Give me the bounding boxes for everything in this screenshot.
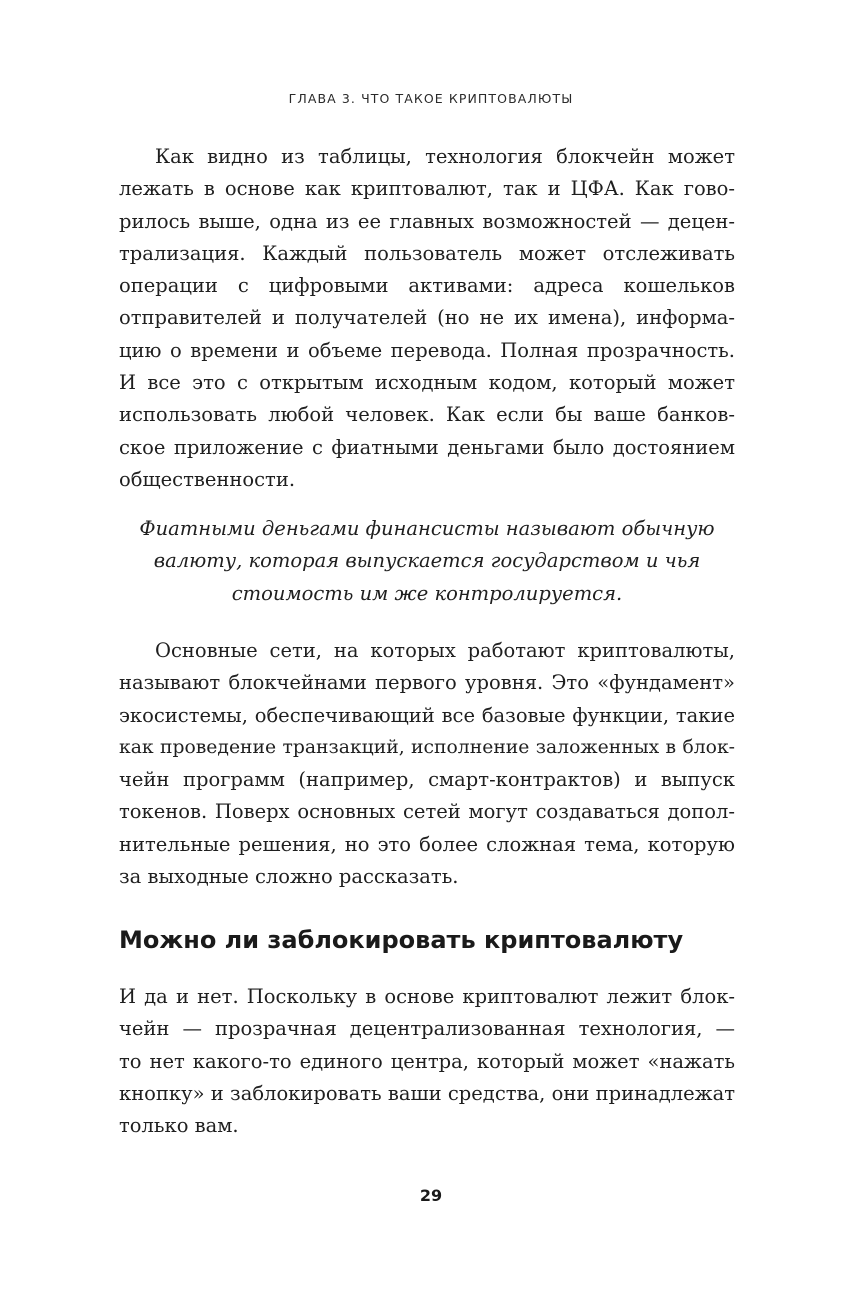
- paragraph-2: [119, 635, 735, 893]
- paragraph-line: Основные сети, на которых работают криптовалюты,: [155, 639, 735, 662]
- paragraph-line: токенов. Поверх основных сетей могут создаваться допол-: [119, 800, 735, 824]
- paragraph-line: отправителей и получателей (но не их имена), информа-: [119, 306, 735, 330]
- paragraph-line: за выходные сложно рассказать.: [119, 865, 459, 889]
- paragraph-line: кнопку» и заблокировать ваши средства, они принадлежат: [119, 1081, 735, 1105]
- paragraph-line: трализация. Каждый пользователь может отслеживать: [119, 241, 735, 265]
- paragraph-line: общественности.: [119, 467, 296, 491]
- page-number: 29: [419, 1186, 443, 1205]
- paragraph-line: экосистемы, обеспечивающий все базовые функции, такие: [119, 703, 735, 727]
- paragraph-line: Как видно из таблицы, технология блокчейн может: [155, 145, 735, 168]
- callout-line: валюту, которая выпускается государством и чья: [153, 549, 701, 573]
- paragraph-line: называют блокчейнами первого уровня. Это «фундамент»: [119, 671, 735, 695]
- callout-line: стоимость им же контролируется.: [231, 581, 623, 605]
- callout-line: Фиатными деньгами финансисты называют обычную: [139, 517, 715, 540]
- paragraph-line: лежать в основе как криптовалют, так и ЦФА. Как гово-: [119, 177, 735, 201]
- paragraph-3: [119, 981, 735, 1142]
- definition-callout: [119, 513, 735, 610]
- paragraph-line: И да и нет. Поскольку в основе криптовалют лежит блок-: [119, 985, 735, 1008]
- paragraph-1: [119, 141, 735, 496]
- paragraph-line: цию о времени и объеме перевода. Полная прозрачность.: [119, 338, 735, 362]
- running-head: ГЛАВА 3. ЧТО ТАКОЕ КРИПТОВАЛЮТЫ: [288, 91, 574, 106]
- paragraph-line: только вам.: [119, 1114, 239, 1138]
- paragraph-line: рилось выше, одна из ее главных возможностей — децен-: [119, 209, 735, 233]
- paragraph-line: И все это с открытым исходным кодом, который может: [119, 371, 735, 395]
- paragraph-line: чейн программ (например, смарт-контрактов) и выпуск: [119, 768, 735, 792]
- paragraph-line: использовать любой человек. Как если бы ваше банков-: [119, 403, 735, 427]
- paragraph-line: то нет какого-то единого центра, который может «нажать: [119, 1049, 735, 1073]
- paragraph-line: операции с цифровыми активами: адреса кошельков: [119, 274, 735, 298]
- paragraph-line: чейн — прозрачная децентрализованная технология, —: [119, 1017, 735, 1041]
- paragraph-line: ское приложение с фиатными деньгами было достоянием: [119, 435, 735, 459]
- paragraph-line: как проведение транзакций, исполнение заложенных в блок-: [119, 736, 735, 758]
- paragraph-line: нительные решения, но это более сложная тема, которую: [119, 832, 735, 856]
- section-heading: Можно ли заблокировать криптовалюту: [119, 926, 684, 954]
